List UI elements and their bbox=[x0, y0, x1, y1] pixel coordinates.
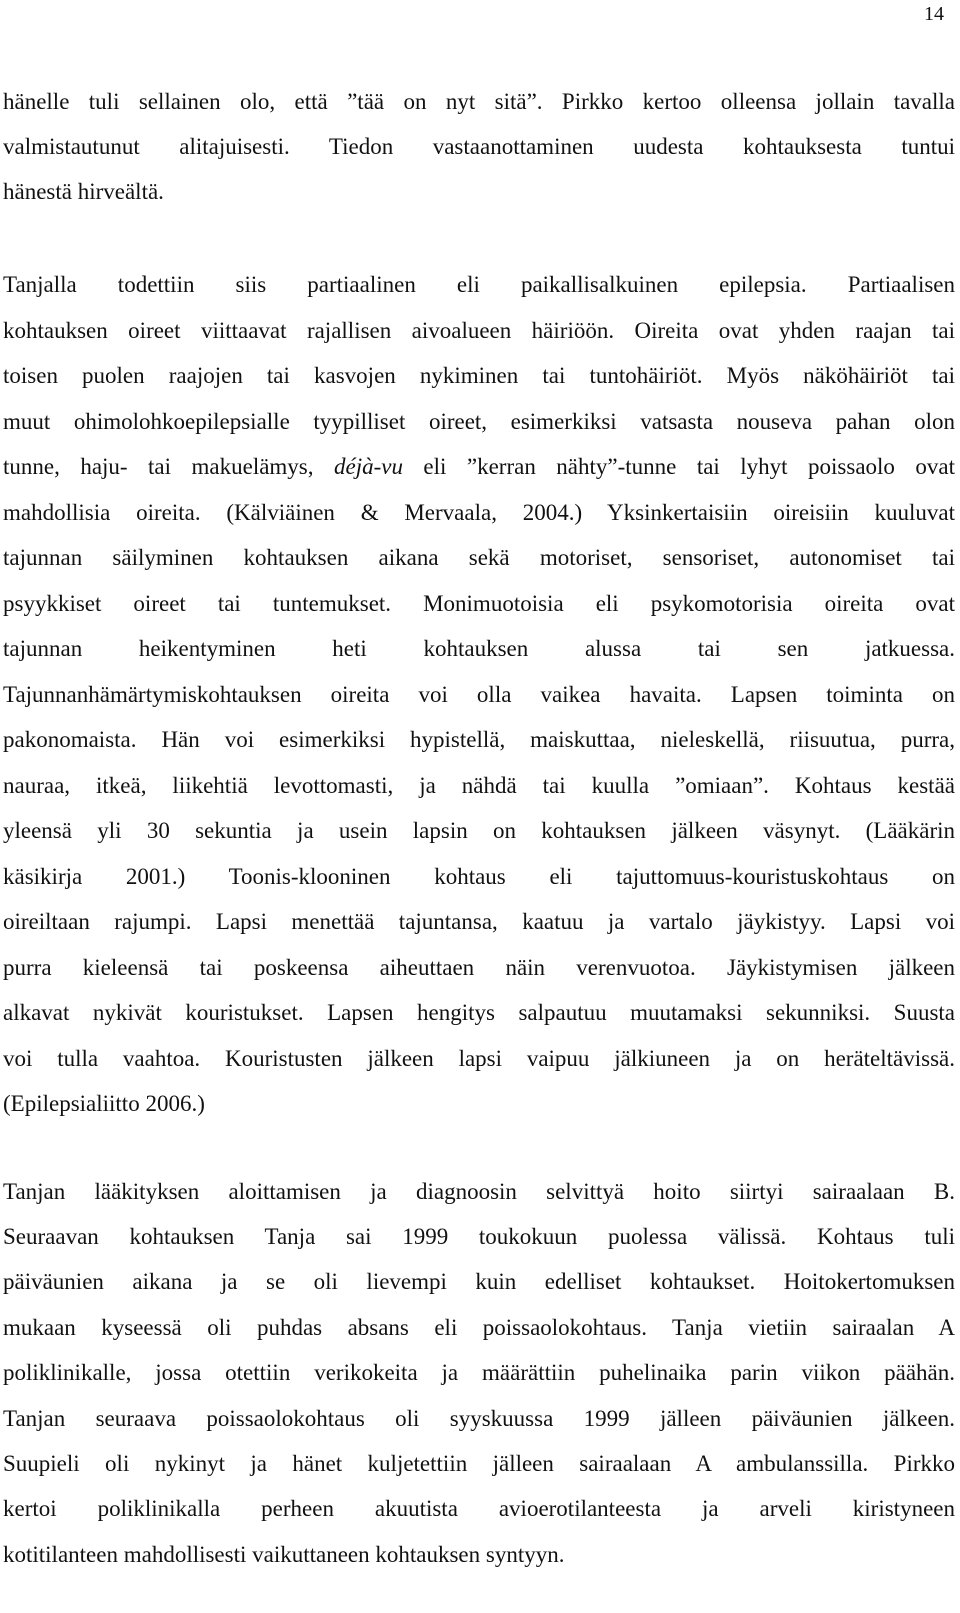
text-line: käsikirja 2001.) Toonis-klooninen kohtaus eli tajuttomuus-kouristuskohtaus on bbox=[3, 864, 955, 889]
text-line: hänestä hirveältä. bbox=[3, 179, 164, 204]
text-line: tajunnan heikentyminen heti kohtauksen alussa tai sen jatkuessa. bbox=[3, 636, 955, 661]
text-line: tajunnan säilyminen kohtauksen aikana sekä motoriset, sensoriset, autonomiset tai bbox=[3, 545, 955, 570]
text-segment: eli ”kerran nähty”-tunne tai lyhyt poissaolo ovat bbox=[402, 454, 955, 479]
text-line: kohtauksen oireet viittaavat rajallisen aivoalueen häiriöön. Oireita ovat yhden raajan tai bbox=[3, 318, 955, 343]
text-line: kotitilanteen mahdollisesti vaikuttaneen kohtauksen syntyyn. bbox=[3, 1542, 565, 1567]
page-number: 14 bbox=[924, 3, 944, 25]
text-line: Tanjan seuraava poissaolokohtaus oli syyskuussa 1999 jälleen päiväunien jälkeen. bbox=[3, 1406, 955, 1431]
text-line: hänelle tuli sellainen olo, että ”tää on nyt sitä”. Pirkko kertoo olleensa jollain tavalla bbox=[3, 89, 955, 114]
text-line: Tanjan lääkityksen aloittamisen ja diagnoosin selvittyä hoito siirtyi sairaalaan B. bbox=[3, 1179, 955, 1204]
text-line: (Epilepsialiitto 2006.) bbox=[3, 1091, 205, 1116]
text-line: toisen puolen raajojen tai kasvojen nykiminen tai tuntohäiriöt. Myös näköhäiriöt tai bbox=[3, 363, 955, 388]
text-line: poliklinikalle, jossa otettiin verikokeita ja määrättiin puhelinaika parin viikon päähän. bbox=[3, 1360, 955, 1385]
text-line: oireiltaan rajumpi. Lapsi menettää tajuntansa, kaatuu ja vartalo jäykistyy. Lapsi voi bbox=[3, 909, 955, 934]
text-line: mahdollisia oireita. (Kälviäinen & Mervaala, 2004.) Yksinkertaisiin oireisiin kuuluvat bbox=[3, 500, 955, 525]
text-line: valmistautunut alitajuisesti. Tiedon vastaanottaminen uudesta kohtauksesta tuntui bbox=[3, 134, 955, 159]
text-line: alkavat nykivät kouristukset. Lapsen hengitys salpautuu muutamaksi sekunniksi. Suusta bbox=[3, 1000, 955, 1025]
text-line: nauraa, itkeä, liikehtiä levottomasti, ja nähdä tai kuulla ”omiaan”. Kohtaus kestää bbox=[3, 773, 955, 798]
text-line: voi tulla vaahtoa. Kouristusten jälkeen lapsi vaipuu jälkiuneen ja on heräteltävissä. bbox=[3, 1046, 955, 1071]
text-line: pakonomaista. Hän voi esimerkiksi hypistellä, maiskuttaa, nieleskellä, riisuutua, purra, bbox=[3, 727, 955, 752]
text-line bbox=[3, 452, 955, 482]
text-segment: tunne, haju- tai makuelämys, bbox=[3, 454, 334, 479]
text-line: Tanjalla todettiin siis partiaalinen eli paikallisalkuinen epilepsia. Partiaalisen bbox=[3, 272, 955, 297]
text-line: päiväunien aikana ja se oli lievempi kuin edelliset kohtaukset. Hoitokertomuksen bbox=[3, 1269, 955, 1294]
text-line: purra kieleensä tai poskeensa aiheuttaen näin verenvuotoa. Jäykistymisen jälkeen bbox=[3, 955, 955, 980]
text-line: yleensä yli 30 sekuntia ja usein lapsin on kohtauksen jälkeen väsynyt. (Lääkärin bbox=[3, 818, 955, 843]
text-line: Suupieli oli nykinyt ja hänet kuljetettiin jälleen sairaalaan A ambulanssilla. Pirkko bbox=[3, 1451, 955, 1476]
text-line: muut ohimolohkoepilepsialle tyypilliset oireet, esimerkiksi vatsasta nouseva pahan olon bbox=[3, 409, 955, 434]
text-line: mukaan kyseessä oli puhdas absans eli poissaolokohtaus. Tanja vietiin sairaalan A bbox=[3, 1315, 955, 1340]
text-line: kertoi poliklinikalla perheen akuutista avioerotilanteesta ja arveli kiristyneen bbox=[3, 1496, 955, 1521]
text-line: Tajunnanhämärtymiskohtauksen oireita voi olla vaikea havaita. Lapsen toiminta on bbox=[3, 682, 955, 707]
italic-term: déjà-vu bbox=[333, 454, 403, 479]
text-line: Seuraavan kohtauksen Tanja sai 1999 toukokuun puolessa välissä. Kohtaus tuli bbox=[3, 1224, 955, 1249]
text-line: psyykkiset oireet tai tuntemukset. Monimuotoisia eli psykomotorisia oireita ovat bbox=[3, 591, 955, 616]
